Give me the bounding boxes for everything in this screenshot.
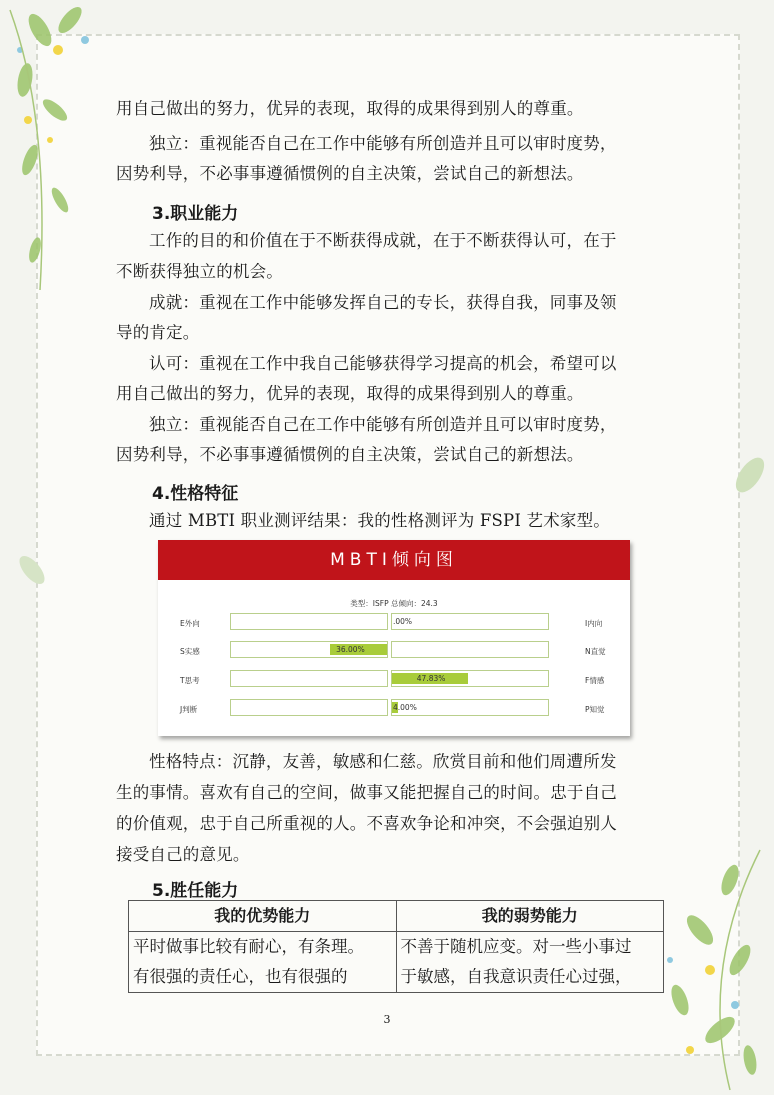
cell-line: 平时做事比较有耐心，有条理。 <box>133 937 364 956</box>
axis-label-left: S实感 <box>180 647 200 656</box>
paragraph-line: 因势利导，不必事事遵循惯例的自主决策，尝试自己的新想法。 <box>116 164 584 183</box>
paragraph-line: 用自己做出的努力，优异的表现，取得的成果得到别人的尊重。 <box>116 99 584 118</box>
axis-label-right: F情感 <box>585 676 605 685</box>
paragraph-line: 独立：重视能否自己在工作中能够有所创造并且可以审时度势， <box>149 415 617 434</box>
leaf-decoration-top-left <box>0 0 150 300</box>
bar-value-label: 4.00% <box>393 703 417 712</box>
paragraph-line: 认可：重视在工作中我自己能够获得学习提高的机会，希望可以 <box>149 354 617 373</box>
table-header-row <box>129 901 664 932</box>
paragraph-line: 接受自己的意见。 <box>116 845 250 864</box>
bar-value-label: 47.83% <box>416 674 446 683</box>
leaf-decoration-left <box>12 550 52 590</box>
paragraph-line: 性格特点：沉静，友善，敏感和仁慈。欣赏目前和他们周遭所发 <box>149 752 617 771</box>
paragraph-line: 成就：重视在工作中能够发挥自己的专长，获得自我，同事及领 <box>149 293 617 312</box>
paragraph-line: 的价值观，忠于自己所重视的人。不喜欢争论和冲突，不会强迫别人 <box>116 814 617 833</box>
page-number: 3 <box>383 1013 391 1026</box>
table-cell <box>129 932 397 993</box>
cell-line: 不善于随机应变。对一些小事过 <box>400 937 632 956</box>
table-cell <box>396 932 664 993</box>
table-header-strengths: 我的优势能力 <box>129 901 397 932</box>
table-row <box>129 932 664 993</box>
paragraph-line: 不断获得独立的机会。 <box>116 262 283 281</box>
axis-label-left: T思考 <box>180 676 200 685</box>
paragraph-line: 工作的目的和价值在于不断获得成就，在于不断获得认可，在于 <box>149 231 617 250</box>
cell-line: 于敏感，自我意识责任心过强， <box>400 967 632 986</box>
axis-label-right: N直觉 <box>585 647 606 656</box>
axis-label-right: P知觉 <box>585 705 605 714</box>
paragraph-line: 导的肯定。 <box>116 323 200 342</box>
bar-track <box>230 613 388 630</box>
section-heading-competence: 5.胜任能力 <box>152 881 239 901</box>
chart-title: MBTI倾向图 <box>158 540 630 580</box>
mbti-chart <box>158 540 630 736</box>
bar-track <box>391 641 549 658</box>
bar-track <box>391 613 549 630</box>
paragraph-line: 用自己做出的努力，优异的表现，取得的成果得到别人的尊重。 <box>116 384 584 403</box>
axis-label-left: J判断 <box>180 705 198 714</box>
competence-table <box>128 900 664 993</box>
chart-subtitle: 类型：ISFP 总倾向：24.3 <box>350 599 438 608</box>
bar-value-label: 36.00% <box>336 645 365 654</box>
section-heading-personality: 4.性格特征 <box>152 484 239 504</box>
mbti-intro: 通过 MBTI 职业测评结果：我的性格测评为 FSPI 艺术家型。 <box>149 511 610 530</box>
paragraph-line: 独立：重视能否自己在工作中能够有所创造并且可以审时度势， <box>149 134 617 153</box>
bar-track <box>230 670 388 687</box>
axis-label-left: E外向 <box>180 619 200 628</box>
section-heading-career: 3.职业能力 <box>152 204 239 224</box>
leaf-decoration-right <box>728 450 774 500</box>
bar-value-label: .00% <box>393 617 413 626</box>
table-header-weaknesses: 我的弱势能力 <box>396 901 664 932</box>
axis-label-right: I内向 <box>585 619 603 628</box>
paragraph-line: 因势利导，不必事事遵循惯例的自主决策，尝试自己的新想法。 <box>116 445 584 464</box>
cell-line: 有很强的责任心，也有很强的 <box>133 967 348 986</box>
bar-track <box>230 699 388 716</box>
paragraph-line: 生的事情。喜欢有自己的空间，做事又能把握自己的时间。忠于自己 <box>116 783 617 802</box>
